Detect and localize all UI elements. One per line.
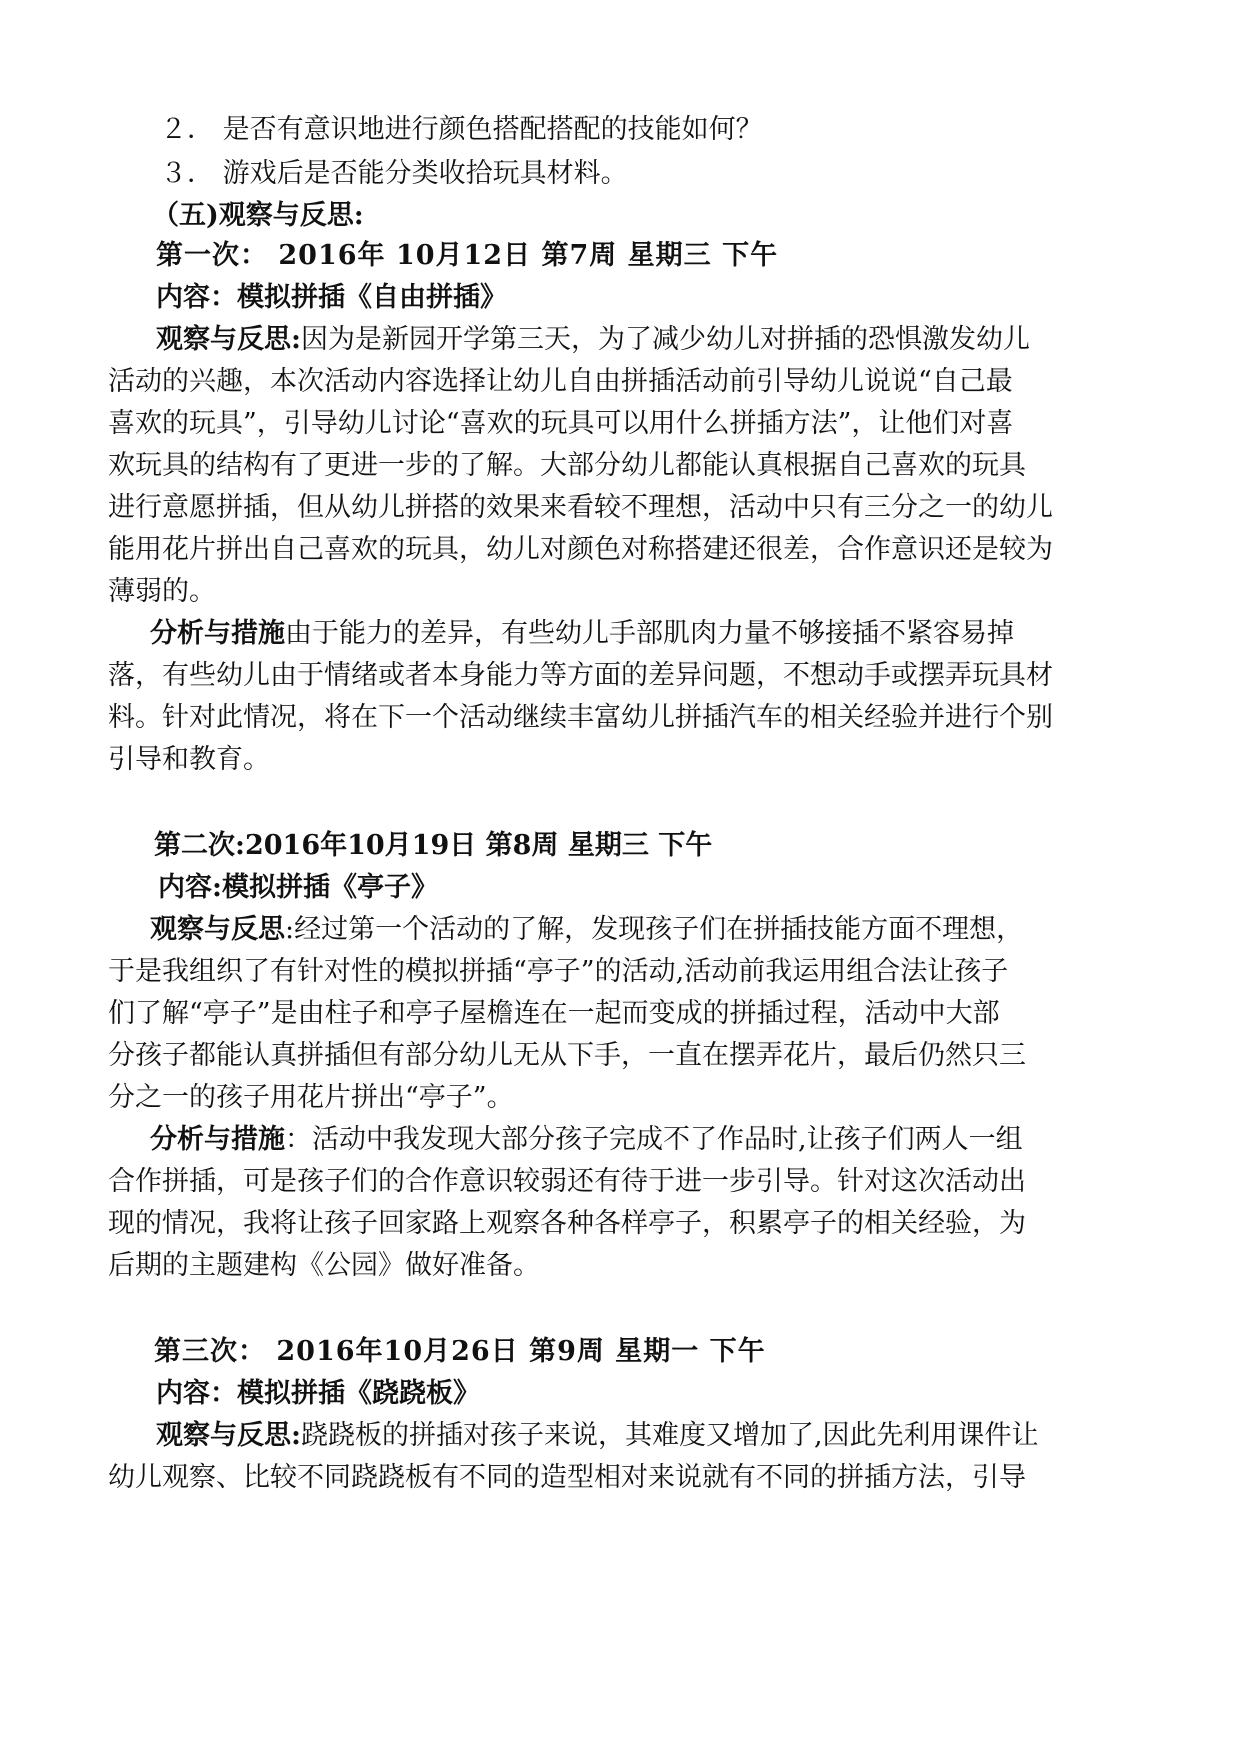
criteria-item-3: ３． 游戏后是否能分类收拾玩具材料。 <box>160 158 628 189</box>
session-2-header: 第二次:2016年10月19日 第8周 星期三 下午 <box>154 830 713 861</box>
analysis-label: 分析与措施 <box>150 618 285 649</box>
session-2-analysis-line-3: 现的情况，我将让孩子回家路上观察各种各样亭子，积累亭子的相关经验，为 <box>108 1208 1026 1239</box>
session-1-observation-line-7: 薄弱的。 <box>108 576 216 607</box>
session-2-observation-line-4: 分孩子都能认真拼插但有部分幼儿无从下手，一直在摆弄花片，最后仍然只三 <box>108 1040 1026 1071</box>
session-2-analysis-line-2: 合作拼插，可是孩子们的合作意识较弱还有待于进一步引导。针对这次活动出 <box>108 1166 1026 1197</box>
session-3-observation-line-2: 幼儿观察、比较不同跷跷板有不同的造型相对来说就有不同的拼插方法，引导 <box>108 1462 1026 1493</box>
session-1-content: 内容：模拟拼插《自由拼插》 <box>156 282 507 313</box>
session-3-content: 内容：模拟拼插《跷跷板》 <box>156 1378 480 1409</box>
session-1-observation-line-2: 活动的兴趣，本次活动内容选择让幼儿自由拼插活动前引导幼儿说说“自己最 <box>108 366 1013 397</box>
observation-label: 观察与反思 <box>150 914 285 945</box>
session-1-analysis-line-1 <box>150 616 1014 652</box>
analysis-text: ：活动中我发现大部分孩子完成不了作品时,让孩子们两人一组 <box>285 1124 1023 1155</box>
session-2-observation-line-5: 分之一的孩子用花片拼出“亭子”。 <box>108 1082 514 1113</box>
session-1-analysis-line-2: 落，有些幼儿由于情绪或者本身能力等方面的差异问题，不想动手或摆弄玩具材 <box>108 660 1053 691</box>
session-1-observation-line-1 <box>156 322 1030 358</box>
observation-text: 跷跷板的拼插对孩子来说，其难度又增加了,因此先利用课件让 <box>300 1420 1039 1451</box>
session-2-observation-line-2: 于是我组织了有针对性的模拟拼插“亭子”的活动,活动前我运用组合法让孩子 <box>108 956 1009 987</box>
session-1-observation-line-6: 能用花片拼出自己喜欢的玩具，幼儿对颜色对称搭建还很差，合作意识还是较为 <box>108 534 1053 565</box>
analysis-label: 分析与措施 <box>150 1124 285 1155</box>
criteria-item-2: ２． 是否有意识地进行颜色搭配搭配的技能如何？ <box>160 114 763 145</box>
section-heading-observation: （五)观察与反思: <box>152 200 364 231</box>
session-3-observation-line-1 <box>156 1418 1039 1454</box>
analysis-text: 由于能力的差异，有些幼儿手部肌肉力量不够接插不紧容易掉 <box>285 618 1014 649</box>
observation-text: 因为是新园开学第三天，为了减少幼儿对拼插的恐惧激发幼儿 <box>300 324 1030 355</box>
session-1-header: 第一次： 2016年 10月12日 第7周 星期三 下午 <box>156 240 779 271</box>
session-2-analysis-line-1 <box>150 1122 1023 1158</box>
session-2-observation-line-3: 们了解“亭子”是由柱子和亭子屋檐连在一起而变成的拼插过程，活动中大部 <box>108 998 1000 1029</box>
session-1-analysis-line-4: 引导和教育。 <box>108 744 270 775</box>
session-2-content: 内容:模拟拼插《亭子》 <box>158 872 438 903</box>
session-1-observation-line-3: 喜欢的玩具”，引导幼儿讨论“喜欢的玩具可以用什么拼插方法”，让他们对喜 <box>108 408 1014 439</box>
session-2-analysis-line-4: 后期的主题建构《公园》做好准备。 <box>108 1250 540 1281</box>
observation-label: 观察与反思: <box>156 1420 301 1451</box>
observation-label: 观察与反思: <box>156 324 301 355</box>
session-1-observation-line-4: 欢玩具的结构有了更进一步的了解。大部分幼儿都能认真根据自己喜欢的玩具 <box>108 450 1026 481</box>
session-2-observation-line-1 <box>150 912 1023 948</box>
session-1-observation-line-5: 进行意愿拼插，但从幼儿拼搭的效果来看较不理想，活动中只有三分之一的幼儿 <box>108 492 1053 523</box>
observation-text: :经过第一个活动的了解，发现孩子们在拼插技能方面不理想， <box>285 914 1024 945</box>
session-3-header: 第三次： 2016年10月26日 第9周 星期一 下午 <box>154 1336 766 1367</box>
session-1-analysis-line-3: 料。针对此情况，将在下一个活动继续丰富幼儿拼插汽车的相关经验并进行个别 <box>108 702 1053 733</box>
